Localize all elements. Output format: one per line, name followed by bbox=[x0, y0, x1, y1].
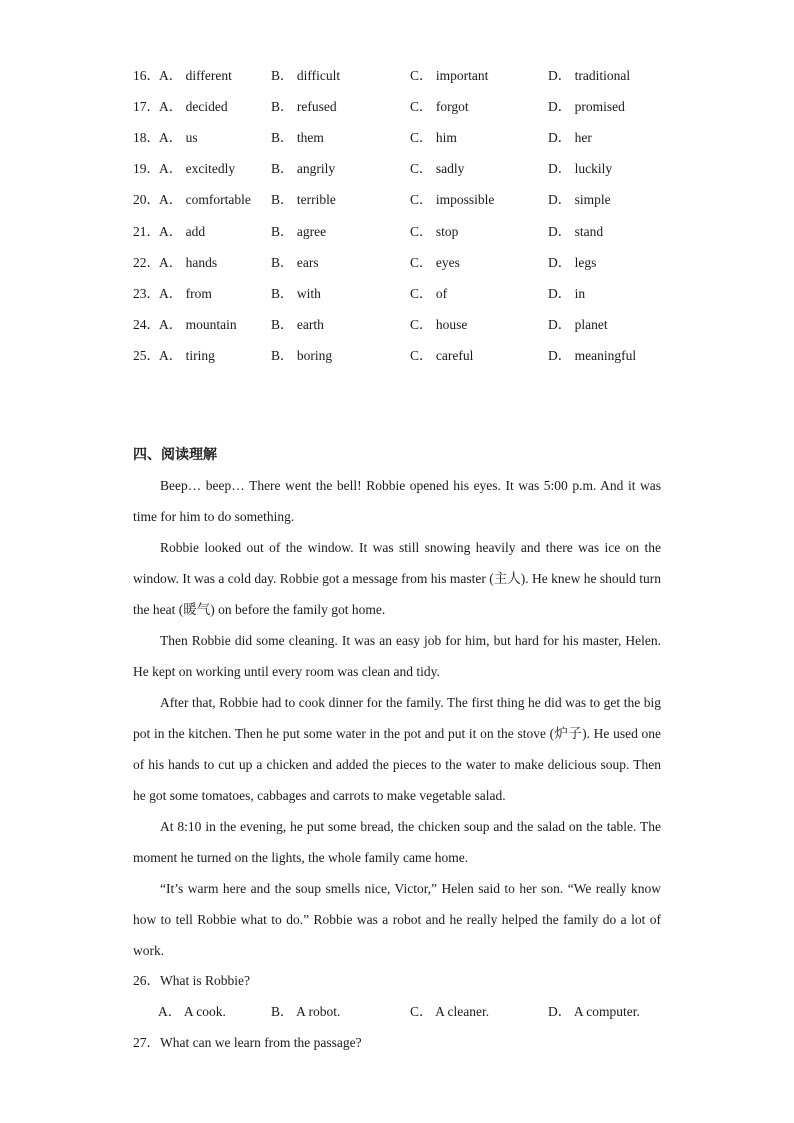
option-a: A． different bbox=[159, 68, 232, 83]
option-b: B． them bbox=[271, 130, 324, 146]
question-26: 26．What is Robbie? bbox=[133, 973, 250, 988]
option-d: D． traditional bbox=[548, 68, 631, 83]
option-a: A． from bbox=[159, 285, 212, 301]
question-number: 24． bbox=[133, 316, 160, 332]
option-c: C． stop bbox=[410, 223, 459, 239]
option-d: D． luckily bbox=[548, 161, 613, 177]
section-heading: 四、阅读理解 bbox=[133, 447, 217, 463]
option-a: A． tiring bbox=[159, 347, 215, 363]
question-number: 20． bbox=[133, 192, 160, 208]
option-b: B． agree bbox=[271, 223, 327, 239]
option-d: D． promised bbox=[548, 99, 625, 115]
passage-paragraph: After that, Robbie had to cook dinner for the family. The first thing he did was to get the big pot in the kitchen. Then he put some water in the pot and put it on the stove (炉子). He used one of his hands to cut up a chicken and added the pieces to the water to make delicious soup. Then he got some tomatoes, cabbages and carrots to make vegetable salad. bbox=[133, 695, 661, 803]
option-b: B． refused bbox=[271, 99, 337, 115]
option-c: C． forgot bbox=[410, 99, 469, 115]
option-a: A． us bbox=[159, 130, 198, 146]
option-b: B． terrible bbox=[271, 192, 336, 208]
reading-passage bbox=[133, 470, 661, 966]
option-d: D． in bbox=[548, 285, 586, 301]
option-d: D． planet bbox=[548, 316, 608, 332]
option-b: B． ears bbox=[271, 254, 319, 270]
option-a: A． comfortable bbox=[159, 192, 251, 208]
option-d: D． simple bbox=[548, 192, 611, 208]
option-a: A． decided bbox=[159, 99, 228, 115]
passage-paragraph: Beep… beep… There went the bell! Robbie opened his eyes. It was 5:00 p.m. And it was time for him to do something. bbox=[133, 478, 661, 524]
option-b: B． angrily bbox=[271, 161, 336, 177]
option-a: A． hands bbox=[159, 254, 218, 270]
option-a: A． excitedly bbox=[159, 161, 236, 177]
option-c: C． him bbox=[410, 130, 457, 146]
option-d: D． legs bbox=[548, 254, 597, 270]
passage-paragraph: At 8:10 in the evening, he put some bread, the chicken soup and the salad on the table. The moment he turned on the lights, the whole family came home. bbox=[133, 819, 661, 865]
option-c: C． sadly bbox=[410, 161, 465, 177]
question-number: 19． bbox=[133, 161, 160, 177]
question-number: 21． bbox=[133, 223, 160, 239]
option-c: C． careful bbox=[410, 347, 474, 363]
option-d: D． her bbox=[548, 130, 592, 146]
option-a: A． mountain bbox=[159, 316, 237, 332]
question-number: 18． bbox=[133, 130, 160, 146]
question-number: 17． bbox=[133, 99, 160, 115]
option-c: C． A cleaner. bbox=[410, 1004, 490, 1019]
question-27: 27．What can we learn from the passage? bbox=[133, 1035, 362, 1050]
option-d: D． A computer. bbox=[548, 1004, 640, 1019]
option-b: B． boring bbox=[271, 347, 333, 363]
option-b: B． A robot. bbox=[271, 1004, 341, 1019]
passage-paragraph: “It’s warm here and the soup smells nice, Victor,” Helen said to her son. “We really know how to tell Robbie what to do.” Robbie was a robot and he really helped the family do a lot of work. bbox=[133, 881, 661, 958]
option-c: C． eyes bbox=[410, 254, 460, 270]
option-a: A． add bbox=[159, 223, 206, 239]
option-c: C． of bbox=[410, 285, 448, 301]
question-number: 16． bbox=[133, 68, 160, 83]
question-number: 25． bbox=[133, 347, 160, 363]
option-c: C． house bbox=[410, 316, 468, 332]
option-b: B． earth bbox=[271, 316, 324, 332]
passage-paragraph: Then Robbie did some cleaning. It was an easy job for him, but hard for his master, Helen. He kept on working until every room was clean and tidy. bbox=[133, 633, 661, 679]
question-number: 23． bbox=[133, 285, 160, 301]
option-d: D． meaningful bbox=[548, 347, 637, 363]
option-b: B． with bbox=[271, 285, 321, 301]
passage-paragraph: Robbie looked out of the window. It was still snowing heavily and there was ice on the window. It was a cold day. Robbie got a message from his master (主人). He knew he should turn the heat (暖气) on before the family got home. bbox=[133, 540, 662, 617]
option-d: D． stand bbox=[548, 223, 604, 239]
option-a: A． A cook. bbox=[158, 1004, 226, 1019]
option-c: C． important bbox=[410, 68, 489, 83]
option-b: B． difficult bbox=[271, 68, 341, 83]
question-number: 22． bbox=[133, 254, 160, 270]
option-c: C． impossible bbox=[410, 192, 495, 208]
